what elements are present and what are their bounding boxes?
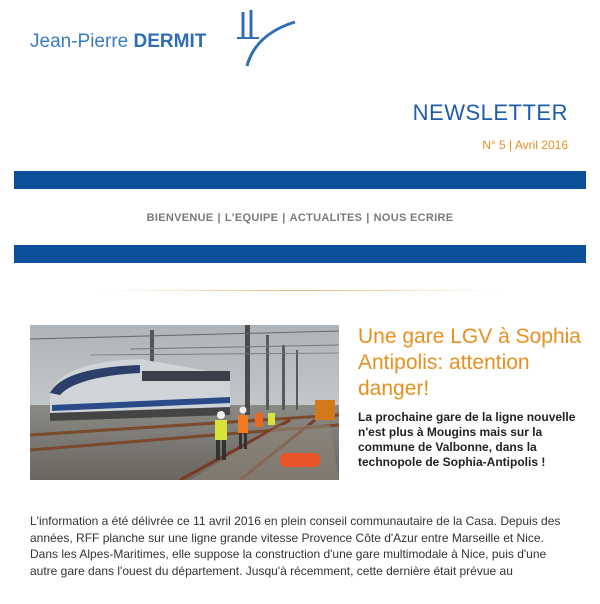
nav-item-actualites[interactable]: ACTUALITES — [289, 212, 363, 224]
brand-name — [30, 31, 206, 53]
header-bar-bottom — [14, 245, 586, 263]
nav-item-equipe[interactable]: L'EQUIPE — [224, 212, 279, 224]
section-divider — [100, 290, 500, 291]
nav-item-bienvenue[interactable]: BIENVENUE — [146, 212, 214, 224]
article-photo[interactable] — [30, 325, 339, 480]
nav-separator: | — [217, 212, 221, 224]
main-nav — [0, 212, 600, 224]
issue-info: N° 5 | Avril 2016 — [482, 138, 568, 152]
header-bar-top — [14, 171, 586, 189]
brand-first-name: Jean-Pierre — [30, 31, 134, 52]
article-lead: La prochaine gare de la ligne nouvelle n'est plus à Mougins mais sur la commune de Valbonne, dans la technopole de Sophia-Antipolis ! — [358, 410, 576, 469]
newsletter-title: NEWSLETTER — [412, 100, 568, 125]
train-photo-image — [30, 325, 339, 480]
brand-logo[interactable] — [30, 8, 290, 68]
nav-item-nous-ecrire[interactable]: NOUS ECRIRE — [373, 212, 454, 224]
brand-last-name: DERMIT — [133, 31, 207, 52]
logo-mark-icon — [235, 8, 305, 68]
nav-separator: | — [282, 212, 286, 224]
article-title[interactable]: Une gare LGV à Sophia Antipolis: attention danger! — [358, 325, 581, 400]
nav-separator: | — [366, 212, 370, 224]
article-body: L'information a été délivrée ce 11 avril 2016 en plein conseil communautaire de la Casa. Depuis des années, RFF planche sur une ligne grande vitesse Provence Côte d'Azur entre Marseille et Nice. Dans les Alpes-Maritimes, elle suppose la construction d'une gare multimodale à Nice, puis d'une autre gare dans l'ouest du département. Jusqu'à récemment, cette dernière était prévue au — [30, 514, 561, 578]
